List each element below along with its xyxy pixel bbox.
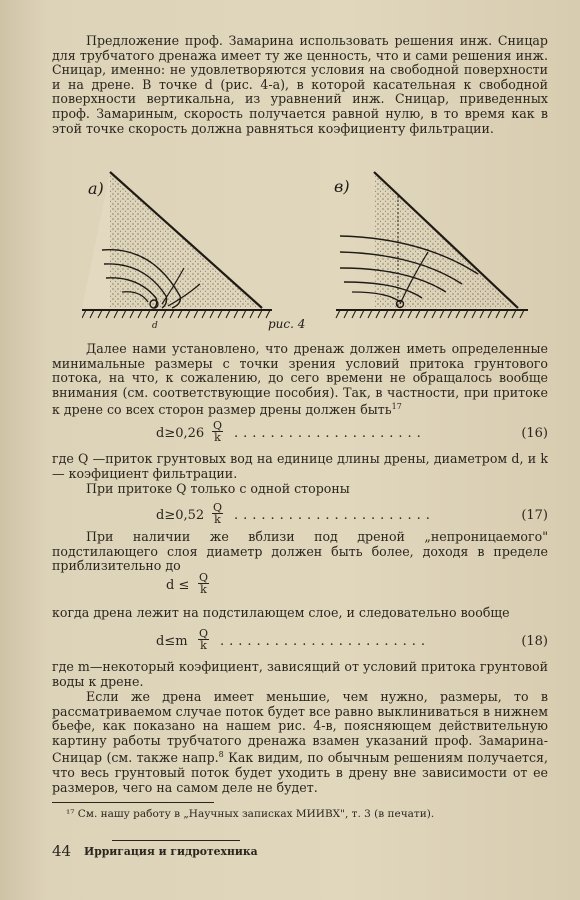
running-title: Ирригация и гидротехника [84, 845, 258, 858]
figure-caption: рис. 4 [268, 317, 306, 331]
figure-label-a: а) [88, 179, 104, 198]
footnote-mark-17: 17 [391, 402, 402, 412]
equation-17-lhs: d≥0,52 [156, 508, 205, 523]
equation-17 [52, 502, 548, 532]
equation-18-number: (18) [521, 634, 548, 649]
equation-limit-lhs: d ≤ [166, 578, 190, 593]
page-number: 44 [52, 842, 72, 860]
equation-17-fraction [212, 502, 223, 525]
equation-limit-fraction [198, 572, 209, 595]
figure-point-d: d [152, 321, 158, 331]
equation-18-fraction [198, 628, 209, 651]
equation-18-denominator: k [200, 639, 207, 652]
equation-16-leader: ..................... [234, 426, 426, 441]
paragraph-5: При наличии же вблизи под дреной „непроницаемого" подстилающего слоя диаметр должен быть более, доходя в пределе приблизительно до [52, 529, 548, 574]
equation-17-leader: ...................... [234, 508, 435, 523]
equation-16-lhs: d≥0,26 [156, 426, 205, 441]
figure-panel-a [82, 172, 272, 331]
paragraph-7: где m—некоторый коэфициент, зависящий от условий притока грунтовой воды к дрене. [52, 659, 548, 689]
equation-limit-denominator: k [200, 583, 207, 596]
figure-4 [82, 168, 532, 340]
paragraph-3: где Q —приток грунтовых вод на единице длины дрены, диаметром d, и k — коэфициент фильтрации. [52, 451, 548, 481]
equation-16-denominator: k [214, 431, 221, 444]
paragraph-8 [52, 690, 548, 795]
equation-18 [52, 628, 548, 658]
equation-18-leader: ....................... [220, 634, 431, 649]
equation-limit-numerator: Q [199, 571, 209, 584]
paragraph-1: Предложение проф. Замарина использовать решения инж. Сницар для трубчатого дренажа имеет ту же ценность, что и сами решения инж. Сницар, именно: не удовлетворяются условия на свободной поверхности и на дрене. В точке d (рис. 4-а), в которой касательная к свободной поверхности вертикальна, из уравнений инж. Сницар, приведенных проф. Замариным, скорость получается равной нулю, в то время как в этой точке скорость должна равняться коэфициенту фильтрации. [52, 33, 548, 136]
equation-18-numerator: Q [199, 627, 209, 640]
equation-16-numerator: Q [213, 419, 223, 432]
equation-17-numerator: Q [213, 501, 223, 514]
paragraph-8-text: Если же дрена имеет меньшие, чем нужно, размеры, то в рассматриваемом случае поток будет все равно выклиниваться в нижнем бьефе, как показано на нашем рис. 4-в, поясняющем действительную картину работы трубчатого дренажа взамен указаний проф. Замарина-Сницар (см. также напр. [52, 689, 548, 766]
footnote-rule [52, 802, 214, 803]
footnote-17: ¹⁷ См. нашу работу в „Научных записках МИИВХ", т. 3 (в печати). [66, 808, 435, 820]
paragraph-8-text-end: Как видим, по обычным решениям получается, что весь грунтовый поток будет уходить в дрену вне зависимости от ее размеров, чего на самом деле не будет. [52, 750, 548, 795]
equation-16-fraction [212, 420, 223, 443]
running-title-rule [112, 840, 240, 841]
paragraph-2 [52, 342, 548, 418]
paragraph-4: При притоке Q только с одной стороны [86, 481, 350, 496]
figure-label-b: в) [334, 177, 350, 196]
equation-17-number: (17) [521, 508, 548, 523]
equation-17-denominator: k [214, 513, 221, 526]
paragraph-6: когда дрена лежит на подстилающем слое, и следовательно вообще [52, 605, 510, 620]
equation-16 [52, 420, 548, 450]
equation-limit [52, 572, 548, 602]
equation-18-lhs: d≤m [156, 634, 188, 649]
equation-16-number: (16) [521, 426, 548, 441]
figure-panel-b [334, 172, 528, 318]
paragraph-2-text: Далее нами установлено, что дренаж должен иметь определенные минимальные размеры с точки зрения условий притока грунтового потока, на что, к сожалению, до сего времени не обращалось вообще внимания (см. соответствующие пособия). Так, в частности, при притоке к дрене со всех сторон размер дрены должен быть [52, 341, 548, 418]
footnote-mark-8: 8 [218, 750, 224, 760]
